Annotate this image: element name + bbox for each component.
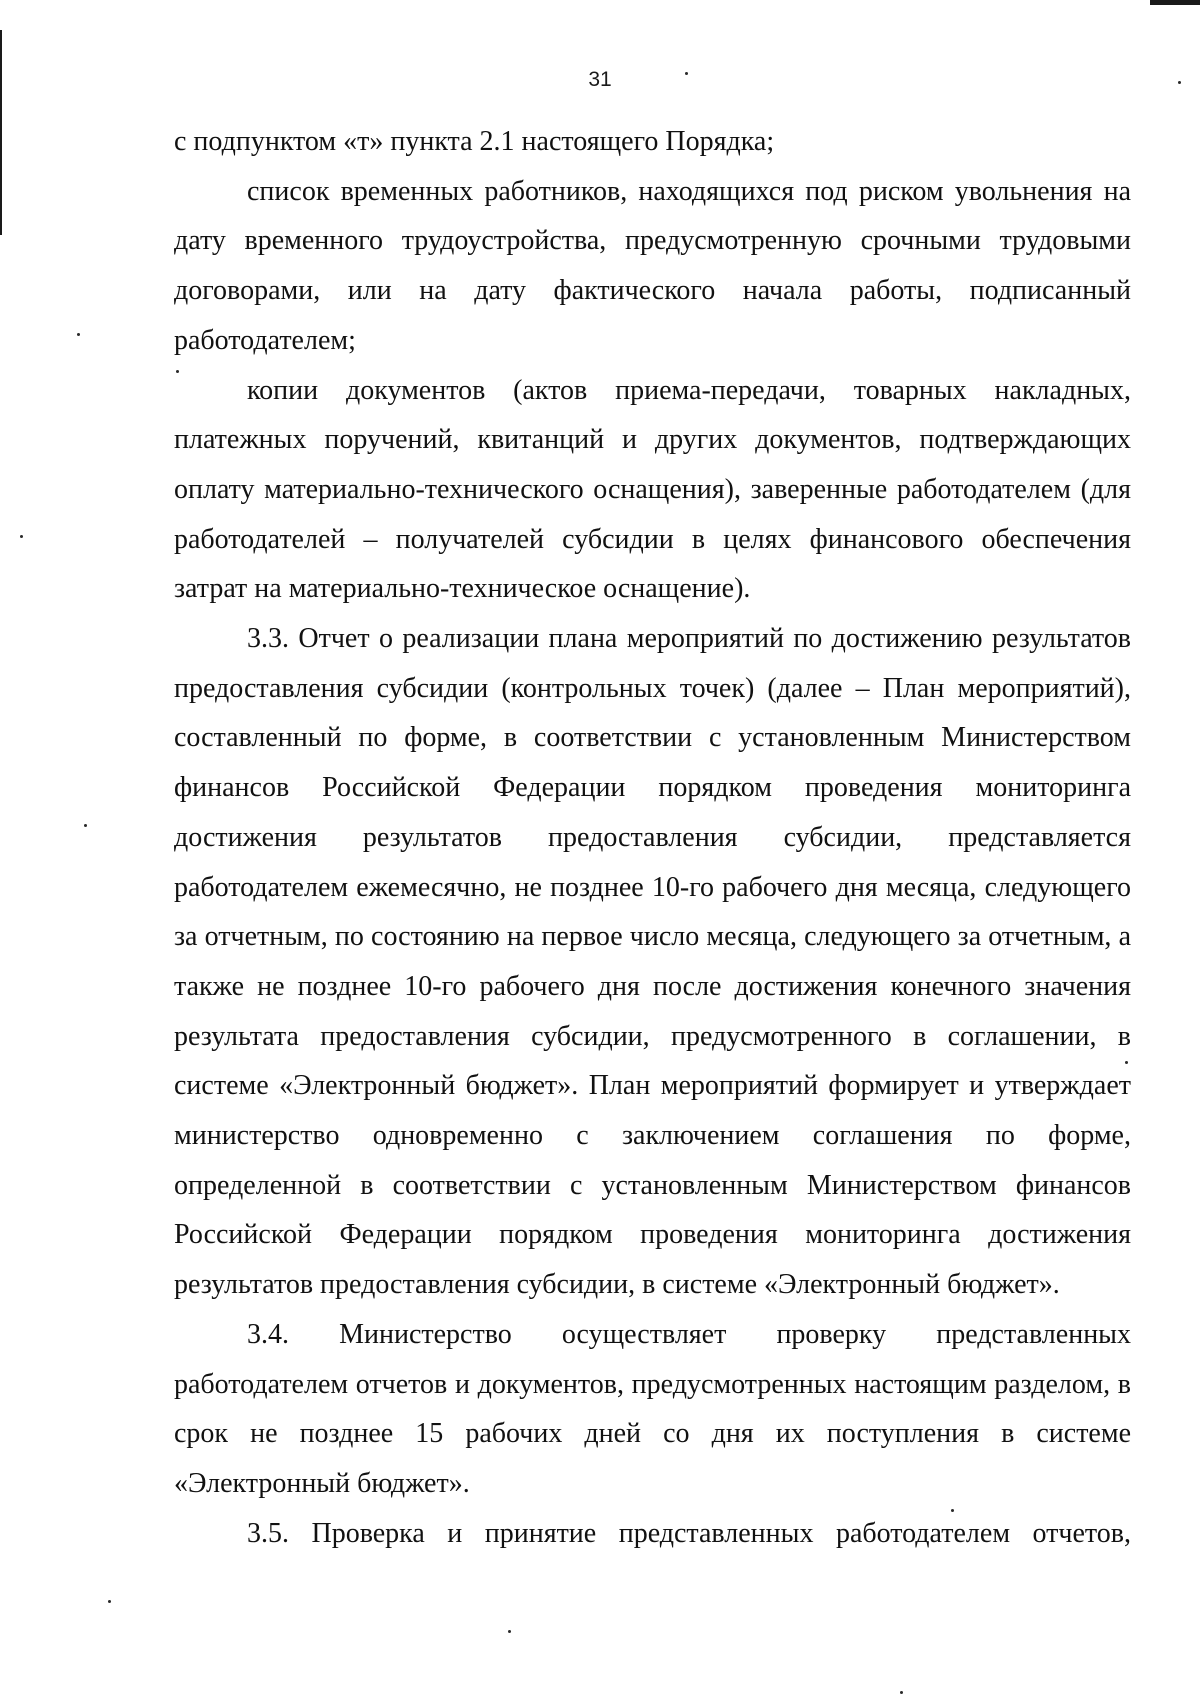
scan-speck	[900, 1691, 903, 1694]
scan-edge-top-right	[1150, 0, 1200, 5]
paragraph-3-5: 3.5. Проверка и принятие представленных работодателем отчетов,	[247, 1517, 1131, 1549]
page-number: 31	[588, 68, 612, 91]
scan-speck	[77, 333, 80, 336]
paragraph-document-copies: копии документов (актов приема-передачи, товарных накладных, платежных поручений, квитанций и других документов, подтверждающих оплату материально-технического оснащения), заверенные работодателем (для работодателей – получателей субсидии в целях финансового обеспечения затрат на материально-техническое оснащение).	[174, 374, 1131, 605]
paragraph-3-3: 3.3. Отчет о реализации плана мероприятий по достижению результатов предоставления субсидии (контрольных точек) (далее – План мероприятий), составленный по форме, в соответствии с установленным Министерством финансов Российской Федерации порядком проведения мониторинга достижения результатов предоставления субсидии, представляется работодателем ежемесячно, не позднее 10-го рабочего дня месяца, следующего за отчетным, по состоянию на первое число месяца, следующего за отчетным, а также не позднее 10-го рабочего дня после достижения конечного значения результата предоставления субсидии, предусмотренного в соглашении, в системе «Электронный бюджет». План мероприятий формирует и утверждает министерство одновременно с заключением соглашения по форме, определенной в соответствии с установленным Министерством финансов Российской Федерации порядком проведения мониторинга достижения результатов предоставления субсидии, в системе «Электронный бюджет».	[174, 623, 1131, 1301]
scan-speck	[108, 1600, 111, 1603]
scan-speck	[84, 824, 87, 827]
scan-speck	[20, 535, 23, 538]
paragraph-continuation: с подпунктом «т» пункта 2.1 настоящего Порядка;	[174, 126, 775, 157]
scan-speck	[508, 1630, 511, 1633]
document-body	[174, 117, 1131, 1558]
paragraph-temp-workers-list: список временных работников, находящихся под риском увольнения на дату временного трудоустройства, предусмотренную срочными трудовыми договорами, или на дату фактического начала работы, подписанный работодателем;	[174, 175, 1131, 356]
scan-edge-left	[0, 30, 2, 235]
paragraph-3-4: 3.4. Министерство осуществляет проверку представленных работодателем отчетов и документов, предусмотренных настоящим разделом, в срок не позднее 15 рабочих дней со дня их поступления в системе «Электронный бюджет».	[174, 1318, 1131, 1499]
